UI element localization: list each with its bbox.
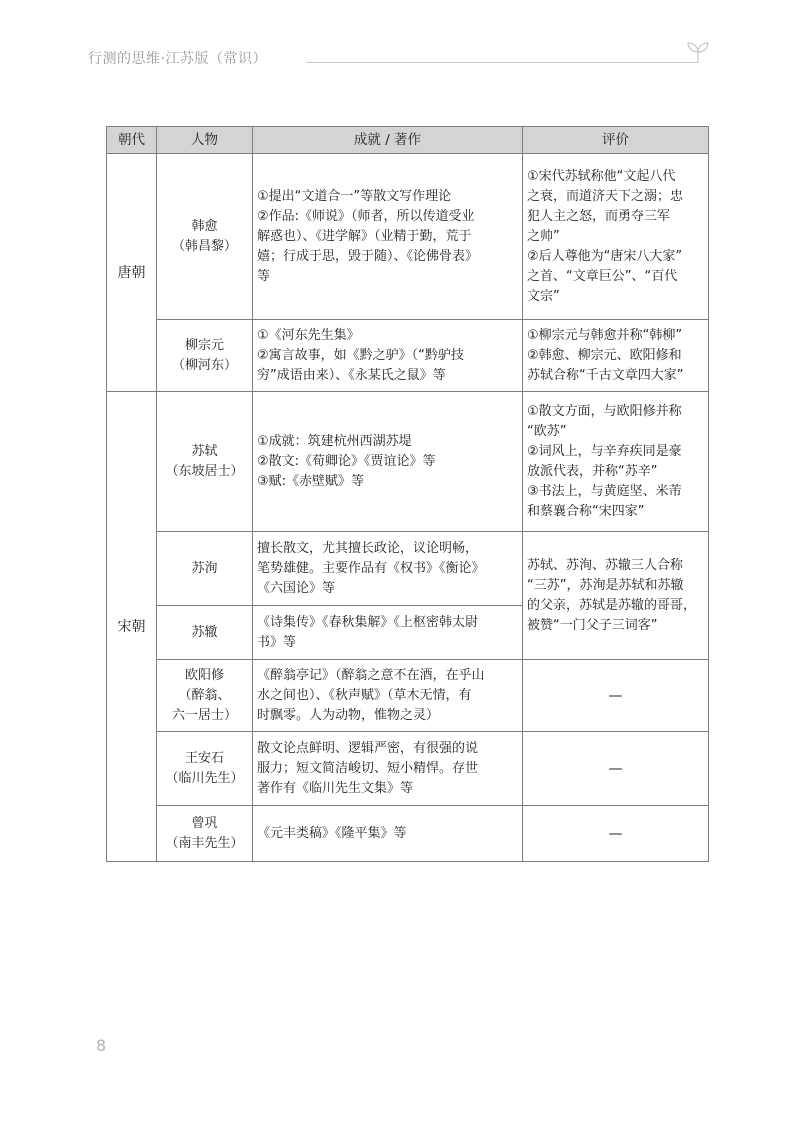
person-cell <box>157 606 253 660</box>
eval-line: 之帅” <box>527 228 560 244</box>
works-line: 水之间也）、《秋声赋》（草木无情，有 <box>257 687 472 703</box>
person-cell <box>157 392 253 532</box>
dynasty-tang: 唐朝 <box>107 154 157 392</box>
person-alias: 六一居士） <box>171 707 237 723</box>
table-row <box>107 320 709 392</box>
eval-line: 文宗” <box>527 288 560 304</box>
works-line: 散文论点鲜明、逻辑严密，有很强的说 <box>257 740 479 756</box>
person-alias: （南丰先生） <box>165 835 244 851</box>
person-cell <box>157 806 253 862</box>
person-name: 苏辙 <box>191 624 218 640</box>
person-alias: （临川先生） <box>165 770 244 786</box>
works-line: ①成就：筑建杭州西湖苏堤 <box>257 433 412 449</box>
literati-table <box>106 126 709 862</box>
person-cell <box>157 732 253 806</box>
table-row <box>107 154 709 320</box>
eval-line: 苏轼合称“千古文章四大家” <box>527 367 684 383</box>
eval-line: ③书法上，与黄庭坚、米芾 <box>527 483 682 499</box>
evaluation-cell: — <box>523 660 709 732</box>
works-line: 《元丰类稿》《隆平集》等 <box>257 825 407 841</box>
header-dynasty: 朝代 <box>107 127 157 154</box>
page-header <box>88 40 708 80</box>
eval-line: ②后人尊他为“唐宋八大家” <box>527 248 683 264</box>
works-cell <box>253 320 523 392</box>
eval-line: ①散文方面，与欧阳修并称 <box>527 403 682 419</box>
works-line: 嬉；行成于思，毁于随）、《论佛骨表》 <box>257 248 479 264</box>
header-person: 人物 <box>157 127 253 154</box>
eval-line: 放派代表，并称“苏辛” <box>527 463 658 479</box>
works-line: ①提出“文道合一”等散文写作理论 <box>257 188 452 204</box>
table-header-row <box>107 127 709 154</box>
person-cell <box>157 660 253 732</box>
works-line: 笔势雄健。主要作品有《权书》《衡论》 <box>257 560 485 576</box>
works-line: 服力；短文简洁峻切、短小精悍。存世 <box>257 760 479 776</box>
person-alias: （韩昌黎） <box>171 238 237 254</box>
works-line: ①《河东先生集》 <box>257 327 360 343</box>
person-name: 苏洵 <box>191 560 218 576</box>
works-line: 《诗集传》《春秋集解》《上枢密韩太尉 <box>257 614 479 630</box>
eval-line: 苏轼、苏洵、苏辙三人合称 <box>527 557 684 573</box>
person-alias: （醉翁、 <box>178 687 231 703</box>
leaf-icon <box>684 40 712 64</box>
eval-line: 的父亲，苏轼是苏辙的哥哥， <box>527 597 697 613</box>
person-cell <box>157 532 253 606</box>
table-row <box>107 392 709 532</box>
works-line: 时飘零。人为动物，惟物之灵） <box>257 707 440 723</box>
eval-line: 被赞“一门父子三词客” <box>527 617 658 633</box>
works-line: ②寓言故事，如《黔之驴》（“黔驴技 <box>257 347 464 363</box>
table-row <box>107 732 709 806</box>
eval-line: 之衰，而道济天下之溺；忠 <box>527 188 684 204</box>
person-name: 曾巩 <box>191 815 218 831</box>
eval-line: ①柳宗元与韩愈并称“韩柳” <box>527 327 683 343</box>
works-line: 《六国论》等 <box>257 580 336 596</box>
works-line: 等 <box>257 268 271 284</box>
header-rule <box>306 62 698 63</box>
header-evaluation: 评价 <box>523 127 709 154</box>
person-name: 韩愈 <box>191 218 218 234</box>
works-line: ②散文:《荀卿论》《贾谊论》等 <box>257 453 436 469</box>
evaluation-cell <box>523 154 709 320</box>
works-cell <box>253 154 523 320</box>
works-line: ③赋:《赤壁赋》等 <box>257 473 365 489</box>
evaluation-cell <box>523 392 709 532</box>
header-title: 行测的思维·江苏版（常识） <box>88 51 267 67</box>
dynasty-song: 宋朝 <box>107 392 157 862</box>
table-row <box>107 806 709 862</box>
works-cell <box>253 732 523 806</box>
eval-line: “三苏”，苏洵是苏轼和苏辙 <box>527 577 684 593</box>
evaluation-cell <box>523 532 709 660</box>
person-name: 王安石 <box>184 750 224 766</box>
works-cell <box>253 532 523 606</box>
evaluation-cell: — <box>523 806 709 862</box>
works-line: 穷”成语由来）、《永某氏之鼠》等 <box>257 367 446 383</box>
person-cell <box>157 320 253 392</box>
person-name: 柳宗元 <box>184 337 224 353</box>
works-cell <box>253 660 523 732</box>
works-line: ②作品:《师说》（师者，所以传道受业 <box>257 208 475 224</box>
eval-line: 犯人主之怒，而勇夺三军 <box>527 208 671 224</box>
evaluation-cell: — <box>523 732 709 806</box>
table-row <box>107 532 709 606</box>
evaluation-cell <box>523 320 709 392</box>
works-cell <box>253 392 523 532</box>
works-line: 《醉翁亭记》（醉翁之意不在酒，在乎山 <box>257 667 485 683</box>
person-alias: （柳河东） <box>171 357 237 373</box>
eval-line: ②韩愈、柳宗元、欧阳修和 <box>527 347 682 363</box>
table-row <box>107 660 709 732</box>
person-cell <box>157 154 253 320</box>
person-name: 苏轼 <box>191 443 218 459</box>
works-line: 书》等 <box>257 634 297 650</box>
works-line: 著作有《临川先生文集》等 <box>257 780 414 796</box>
header-works: 成就 / 著作 <box>253 127 523 154</box>
eval-line: 和蔡襄合称“宋四家” <box>527 503 645 519</box>
works-line: 解惑也）、《进学解》（业精于勤，荒于 <box>257 228 472 244</box>
person-name: 欧阳修 <box>184 667 224 683</box>
eval-line: ②词风上，与辛弃疾同是豪 <box>527 443 682 459</box>
eval-line: 之首、“文章巨公”、“百代 <box>527 268 678 284</box>
eval-line: ①宋代苏轼称他“文起八代 <box>527 168 676 184</box>
works-line: 擅长散文，尤其擅长政论，议论明畅， <box>257 540 479 556</box>
page-number: 8 <box>96 1036 107 1055</box>
person-alias: （东坡居士） <box>165 463 244 479</box>
works-cell <box>253 606 523 660</box>
eval-line: “欧苏” <box>527 423 567 439</box>
works-cell <box>253 806 523 862</box>
